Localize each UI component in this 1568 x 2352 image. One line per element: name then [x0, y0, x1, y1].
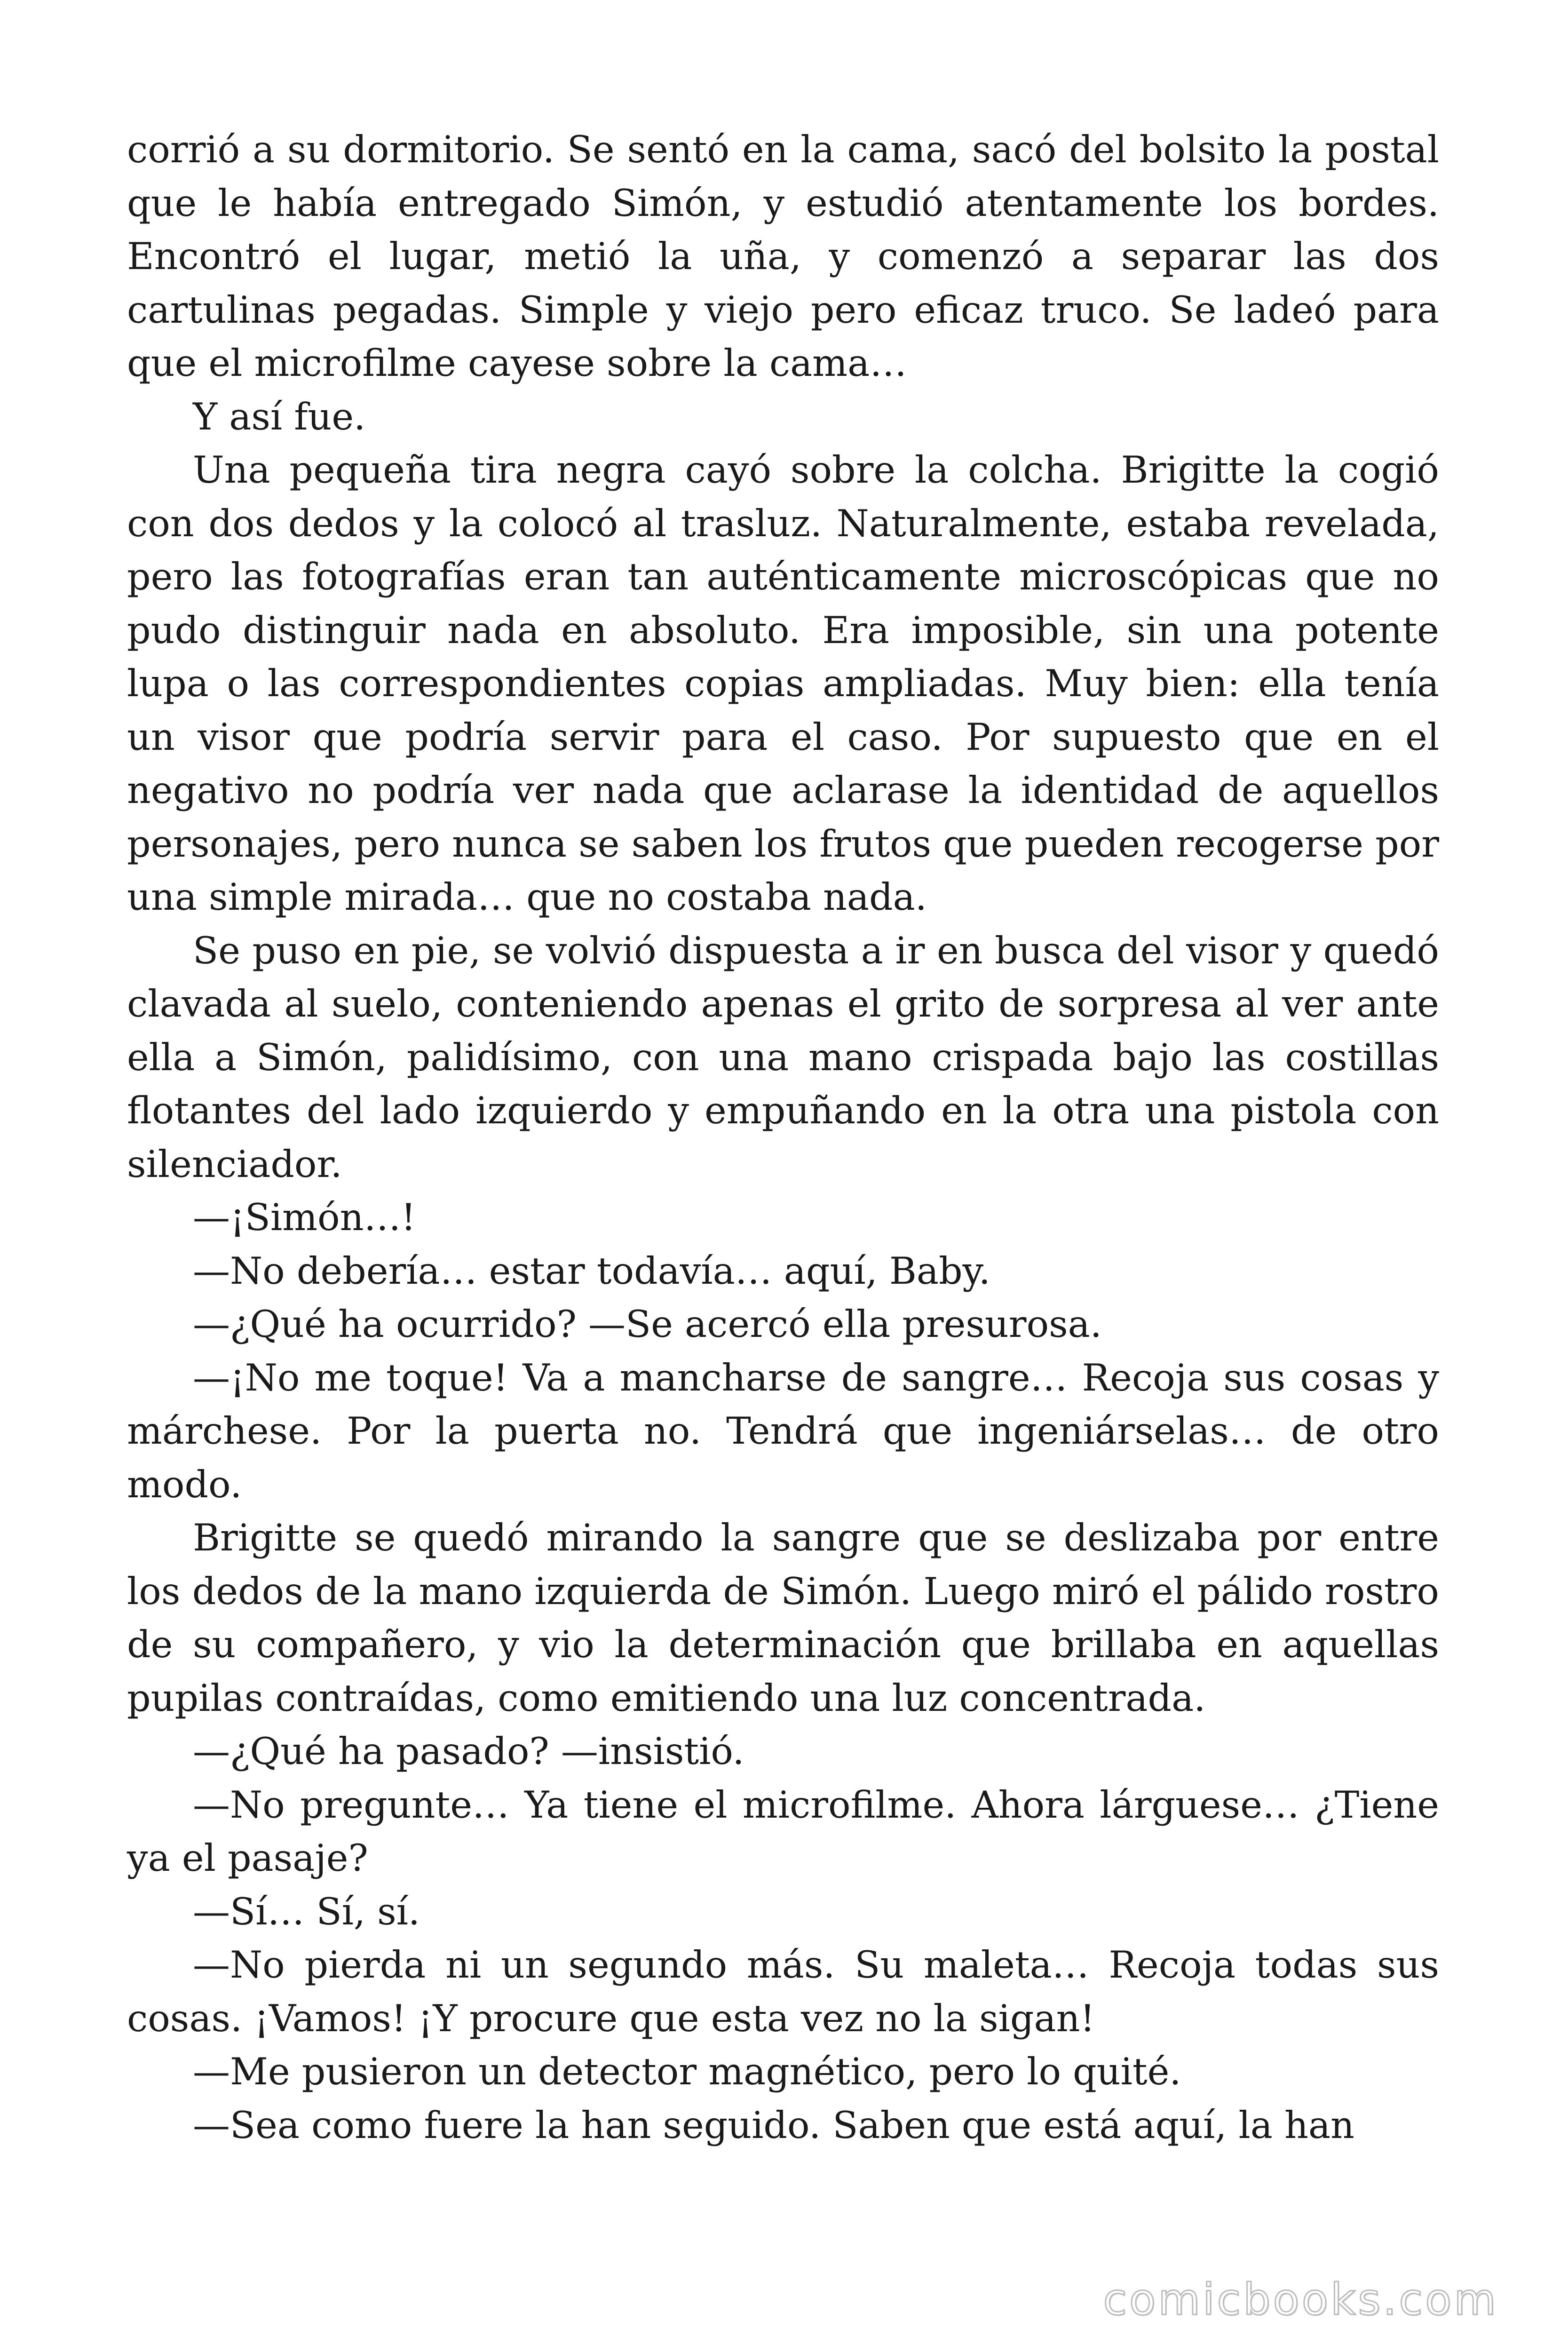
watermark: comicbooks.com: [1103, 2274, 1498, 2325]
dialogue-line: —¡Simón…!: [193, 1196, 416, 1239]
page-body: [127, 123, 1439, 2152]
dialogue-line: —¿Qué ha ocurrido? —Se acercó ella presurosa.: [193, 1303, 1102, 1346]
dialogue-line: —¡No me toque! Va a mancharse de sangre… Recoja sus cosas y márchese. Por la puerta no. Tendrá que ingeniárselas… de otro modo.: [127, 1356, 1439, 1506]
paragraph: Y así fue.: [193, 395, 366, 438]
paragraph: Brigitte se quedó mirando la sangre que se deslizaba por entre los dedos de la mano izquierda de Simón. Luego miró el pálido rostro de su compañero, y vio la determinación que brillaba en aquellas pupilas contraídas, como emitiendo una luz concentrada.: [127, 1516, 1439, 1720]
dialogue-line: —No pierda ni un segundo más. Su maleta… Recoja todas sus cosas. ¡Vamos! ¡Y procure que esta vez no la sigan!: [127, 1943, 1439, 2040]
paragraph: Una pequeña tira negra cayó sobre la colcha. Brigitte la cogió con dos dedos y la colocó al trasluz. Naturalmente, estaba revelada, pero las fotografías eran tan auténticamente microscópicas que no pudo distinguir nada en absoluto. Era imposible, sin una potente lupa o las correspondientes copias ampliadas. Muy bien: ella tenía un visor que podría servir para el caso. Por supuesto que en el negativo no podría ver nada que aclarase la identidad de aquellos personajes, pero nunca se saben los frutos que pueden recogerse por una simple mirada… que no costaba nada.: [127, 448, 1439, 919]
paragraph: Se puso en pie, se volvió dispuesta a ir en busca del visor y quedó clavada al suelo, conteniendo apenas el grito de sorpresa al ver ante ella a Simón, palidísimo, con una mano crispada bajo las costillas flotantes del lado izquierdo y empuñando en la otra una pistola con silenciador.: [127, 929, 1439, 1186]
dialogue-line: —No debería… estar todavía… aquí, Baby.: [193, 1249, 990, 1293]
dialogue-line: —¿Qué ha pasado? —insistió.: [193, 1730, 744, 1773]
dialogue-line: —No pregunte… Ya tiene el microfilme. Ahora lárguese… ¿Tiene ya el pasaje?: [127, 1783, 1439, 1880]
paragraph: corrió a su dormitorio. Se sentó en la cama, sacó del bolsito la postal que le había entregado Simón, y estudió atentamente los bordes. Encontró el lugar, metió la uña, y comenzó a separar las dos cartulinas pegadas. Simple y viejo pero eficaz truco. Se ladeó para que el microfilme cayese sobre la cama…: [127, 128, 1439, 385]
dialogue-line: —Me pusieron un detector magnético, pero lo quité.: [193, 2050, 1181, 2093]
dialogue-line: —Sea como fuere la han seguido. Saben que está aquí, la han: [193, 2103, 1354, 2147]
dialogue-line: —Sí… Sí, sí.: [193, 1890, 420, 1933]
